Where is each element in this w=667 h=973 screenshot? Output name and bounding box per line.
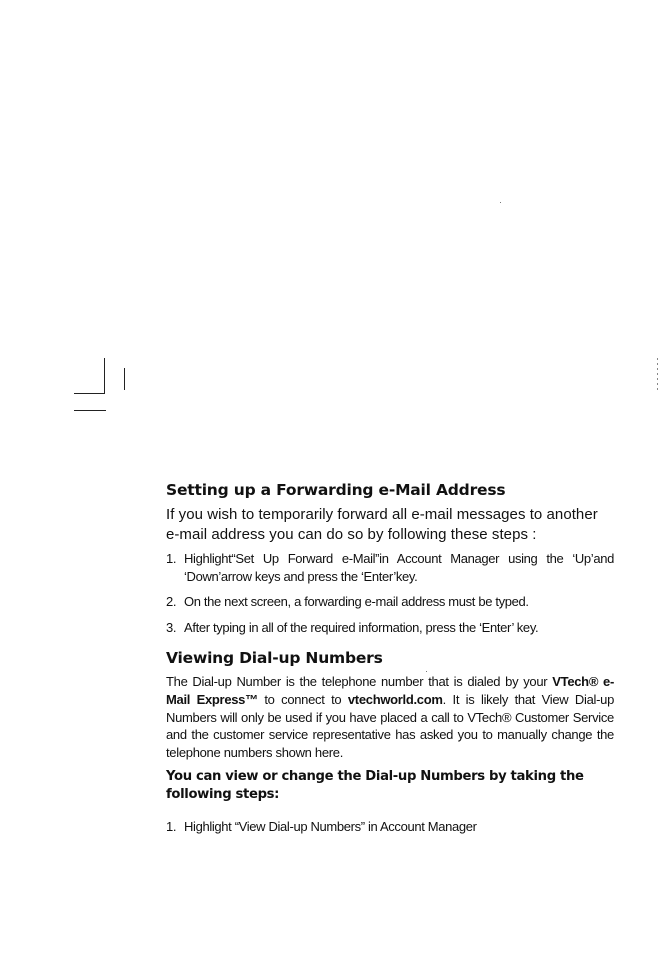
step-number: 1. <box>166 818 177 834</box>
step-number: 2. <box>166 594 177 609</box>
crop-mark-vertical-left <box>104 358 105 394</box>
crop-mark-vertical-right <box>124 368 125 390</box>
crop-mark-horizontal-upper <box>74 393 105 394</box>
dialup-heading: Viewing Dial-up Numbers <box>166 649 383 667</box>
manual-page-content <box>166 478 614 843</box>
website-name: vtechworld.com <box>347 691 443 707</box>
dialup-text-end: . It is likely that View Dial-up Numbers will only be used if you have placed a call to VTech® Customer Service and the customer service representative has asked you to manually change the telephone numbers shown here. <box>166 691 614 761</box>
step-number: 1. <box>166 551 177 566</box>
crop-mark-horizontal-lower <box>74 410 106 411</box>
forwarding-heading: Setting up a Forwarding e-Mail Address <box>166 481 506 499</box>
list-item <box>166 593 614 611</box>
step-text: After typing in all of the required information, press the ‘Enter’ key. <box>184 619 539 635</box>
step-number: 3. <box>166 619 177 635</box>
list-item <box>166 818 614 836</box>
step-text: On the next screen, a forwarding e-mail address must be typed. <box>184 594 529 609</box>
registration-dots-right <box>657 358 658 392</box>
forwarding-steps-list <box>166 550 614 636</box>
dialup-text-start: The Dial-up Number is the telephone number that is dialed by your <box>166 674 553 689</box>
step-text: Highlight“Set Up Forward e-Mail”in Account Manager using the ‘Up’and ‘Down’arrow keys and press the ‘Enter’key. <box>184 551 614 584</box>
dialup-text-mid: to connect to <box>257 691 348 707</box>
dialup-description <box>166 673 614 762</box>
step-text: Highlight “View Dial-up Numbers” in Account Manager <box>184 818 477 834</box>
forwarding-intro: If you wish to temporarily forward all e-mail messages to another e-mail address you can do so by following these steps : <box>166 506 598 543</box>
dialup-steps-list <box>166 818 614 836</box>
list-item <box>166 619 614 637</box>
scan-speck-top <box>500 202 501 203</box>
dialup-steps-intro: You can view or change the Dial-up Numbers by taking the following steps: <box>166 768 584 802</box>
list-item <box>166 550 614 585</box>
product-name: VTech® e-Mail Express™ <box>166 674 614 707</box>
